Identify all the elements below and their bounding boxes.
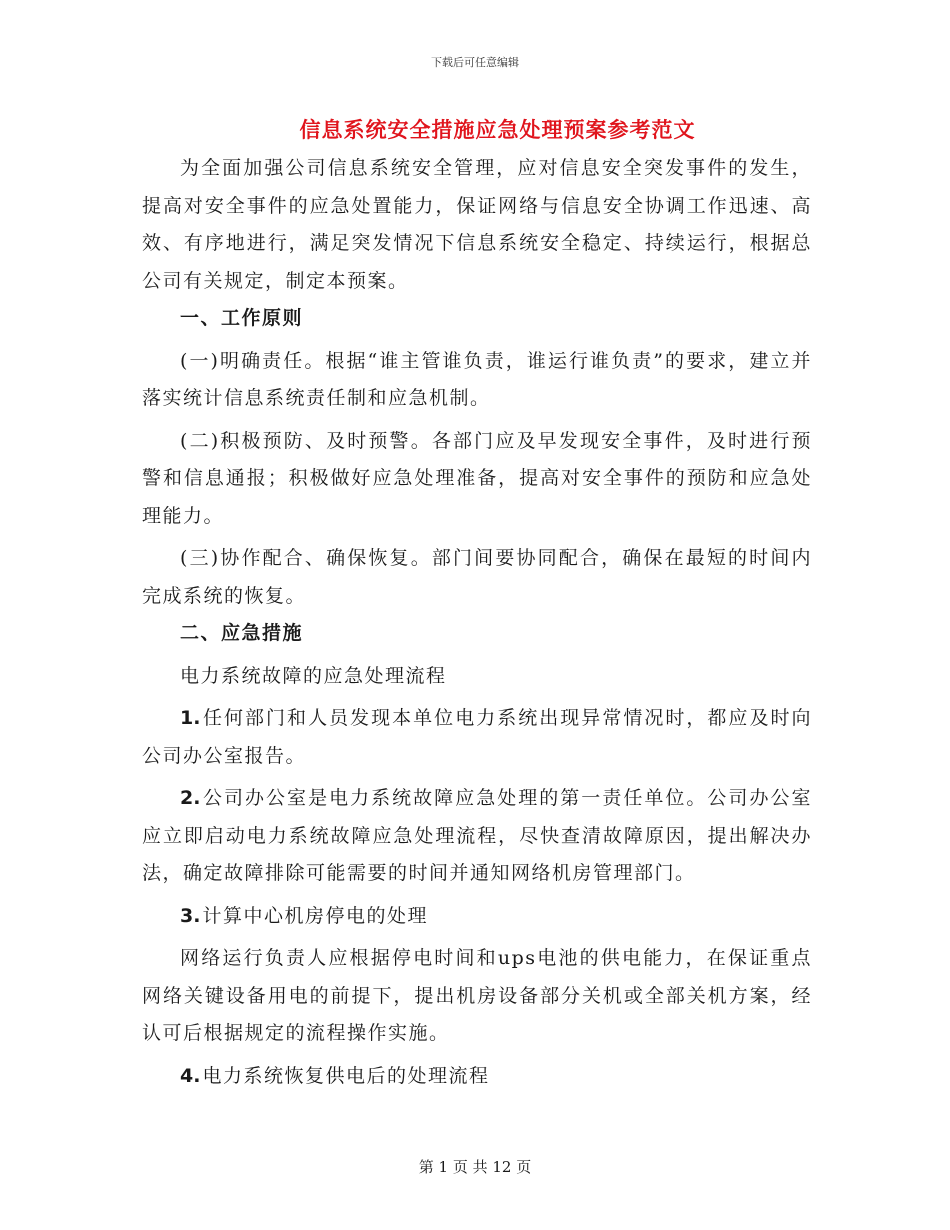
page-number-footer: 第 1 页 共 12 页 bbox=[418, 1158, 532, 1176]
principle-item-2: (二)积极预防、及时预警。各部门应及早发现安全事件，及时进行预警和信息通报；积极做好应急处理准备，提高对安全事件的预防和应急处理能力。 bbox=[142, 429, 812, 527]
principle-item-1: (一)明确责任。根据“谁主管谁负责，谁运行谁负责”的要求，建立并落实统计信息系统责任制和应急机制。 bbox=[142, 349, 812, 409]
item-text: 任何部门和人员发现本单位电力系统出现异常情况时，都应及时向公司办公室报告。 bbox=[142, 707, 812, 767]
item-number: 1. bbox=[180, 707, 201, 729]
measure-item-2 bbox=[142, 780, 812, 893]
item-number: 3. bbox=[180, 904, 201, 927]
document-title: 信息系统安全措施应急处理预案参考范文 bbox=[299, 117, 696, 142]
item-text: 公司办公室是电力系统故障应急处理的第一责任单位。公司办公室应立即启动电力系统故障应急处理流程，尽快查清故障原因，提出解决办法，确定故障排除可能需要的时间并通知网络机房管理部门。 bbox=[142, 787, 812, 884]
item-number: 4. bbox=[180, 1064, 201, 1087]
item-text: 电力系统恢复供电后的处理流程 bbox=[202, 1064, 490, 1087]
document-body bbox=[142, 150, 812, 1095]
item-number: 2. bbox=[180, 787, 201, 809]
measures-subheading: 电力系统故障的应急处理流程 bbox=[180, 664, 447, 687]
measure-item-3 bbox=[142, 898, 812, 936]
section-heading-measures: 二、应急措施 bbox=[180, 622, 304, 644]
measure-item-4 bbox=[142, 1058, 812, 1096]
section-heading-principles: 一、工作原则 bbox=[180, 307, 304, 329]
power-outage-paragraph: 网络运行负责人应根据停电时间和ups电池的供电能力，在保证重点网络关键设备用电的前提下，提出机房设备部分关机或全部关机方案，经认可后根据规定的流程操作实施。 bbox=[142, 947, 812, 1044]
intro-paragraph: 为全面加强公司信息系统安全管理，应对信息安全突发事件的发生，提高对安全事件的应急处置能力，保证网络与信息安全协调工作迅速、高效、有序地进行，满足突发情况下信息系统安全稳定、持续运行，根据总公司有关规定，制定本预案。 bbox=[142, 157, 812, 292]
header-note: 下载后可任意编辑 bbox=[431, 56, 519, 69]
measure-item-1 bbox=[142, 700, 812, 775]
item-text: 计算中心机房停电的处理 bbox=[202, 904, 428, 927]
principle-item-3: (三)协作配合、确保恢复。部门间要协同配合，确保在最短的时间内完成系统的恢复。 bbox=[142, 547, 812, 607]
